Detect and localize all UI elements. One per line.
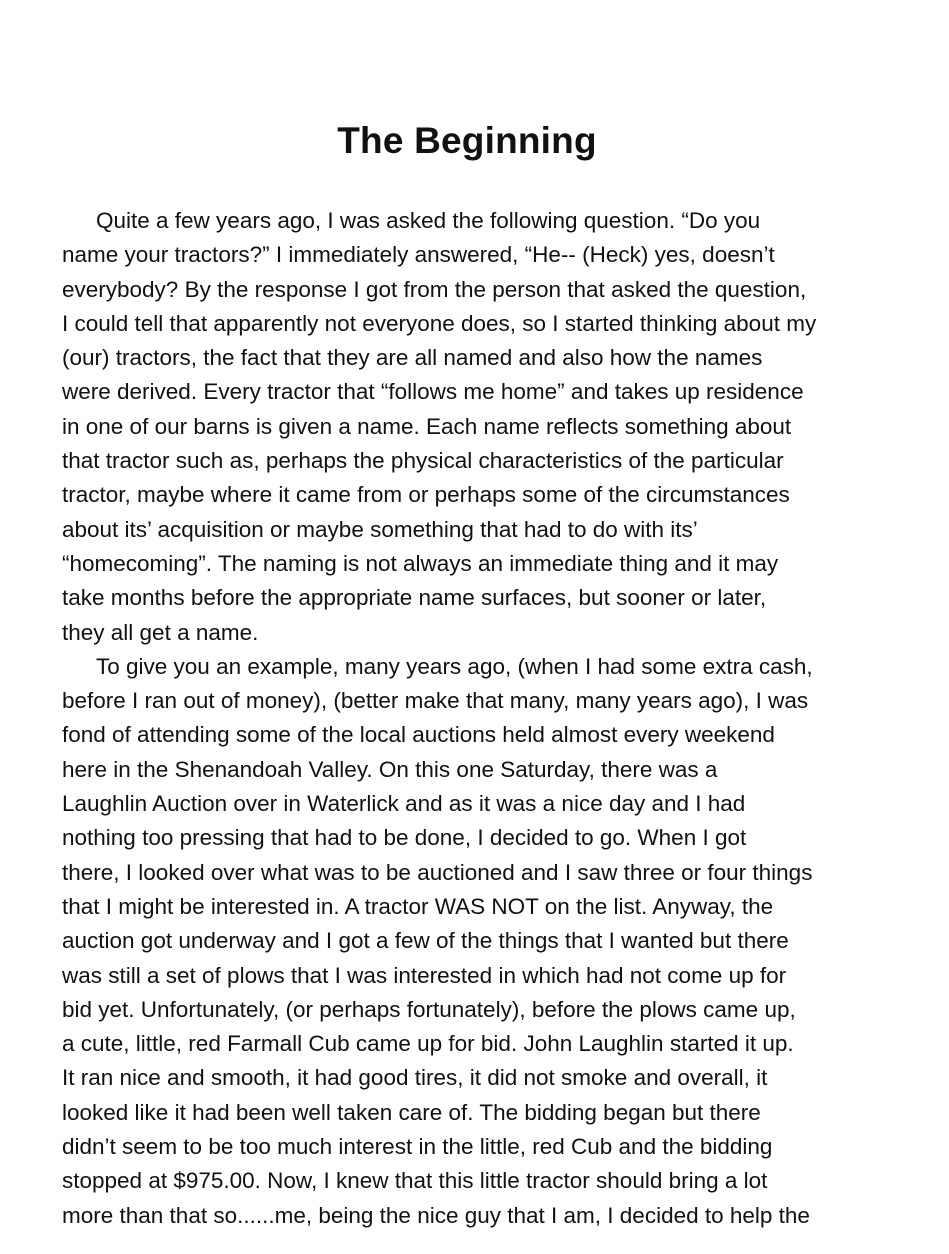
text-line: To give you an example, many years ago, (when I had some extra cash, — [96, 653, 813, 679]
text-line: there, I looked over what was to be auctioned and I saw three or four things — [62, 859, 813, 885]
text-line: that tractor such as, perhaps the physical characteristics of the particular — [62, 448, 784, 474]
text-line: tractor, maybe where it came from or perhaps some of the circumstances — [62, 482, 790, 508]
text-line: that I might be interested in. A tractor WAS NOT on the list. Anyway, the — [62, 893, 774, 919]
text-line: Quite a few years ago, I was asked the following question. “Do you — [96, 208, 761, 233]
text-line: name your tractors?” I immediately answered, “He-- (Heck) yes, doesn’t — [62, 242, 775, 268]
text-line: before I ran out of money), (better make that many, many years ago), I was — [62, 688, 809, 714]
paragraph-2 — [62, 650, 902, 1233]
text-line: everybody? By the response I got from the person that asked the question, — [62, 276, 807, 302]
text-line: more than that so......me, being the nice guy that I am, I decided to help the — [62, 1202, 810, 1228]
text-line: Laughlin Auction over in Waterlick and as it was a nice day and I had — [62, 791, 746, 817]
text-line: stopped at $975.00. Now, I knew that this little tractor should bring a lot — [62, 1168, 768, 1194]
body-text — [62, 204, 902, 1233]
text-line: was still a set of plows that I was interested in which had not come up for — [62, 962, 787, 988]
text-line: about its’ acquisition or maybe something that had to do with its’ — [62, 516, 698, 542]
page-title: The Beginning — [337, 120, 597, 161]
text-line: looked like it had been well taken care of. The bidding began but there — [62, 1099, 761, 1125]
text-line: bid yet. Unfortunately, (or perhaps fortunately), before the plows came up, — [62, 996, 796, 1022]
paragraph-1 — [62, 204, 902, 650]
text-line: “homecoming”. The naming is not always an immediate thing and it may — [62, 550, 779, 576]
text-line: auction got underway and I got a few of the things that I wanted but there — [62, 928, 789, 954]
text-line: they all get a name. — [62, 619, 259, 645]
text-line: were derived. Every tractor that “follows me home” and takes up residence — [62, 379, 804, 405]
text-line: take months before the appropriate name surfaces, but sooner or later, — [62, 585, 767, 611]
text-line: I could tell that apparently not everyone does, so I started thinking about my — [62, 310, 817, 336]
text-line: in one of our barns is given a name. Each name reflects something about — [62, 413, 792, 439]
text-line: here in the Shenandoah Valley. On this one Saturday, there was a — [62, 756, 718, 782]
text-line: It ran nice and smooth, it had good tires, it did not smoke and overall, it — [62, 1065, 768, 1091]
text-line: fond of attending some of the local auctions held almost every weekend — [62, 722, 775, 748]
text-line: (our) tractors, the fact that they are all named and also how the names — [62, 345, 763, 371]
text-line: nothing too pressing that had to be done, I decided to go. When I got — [62, 825, 747, 851]
text-line: a cute, little, red Farmall Cub came up for bid. John Laughlin started it up. — [62, 1031, 794, 1057]
text-line: didn’t seem to be too much interest in the little, red Cub and the bidding — [62, 1134, 773, 1160]
